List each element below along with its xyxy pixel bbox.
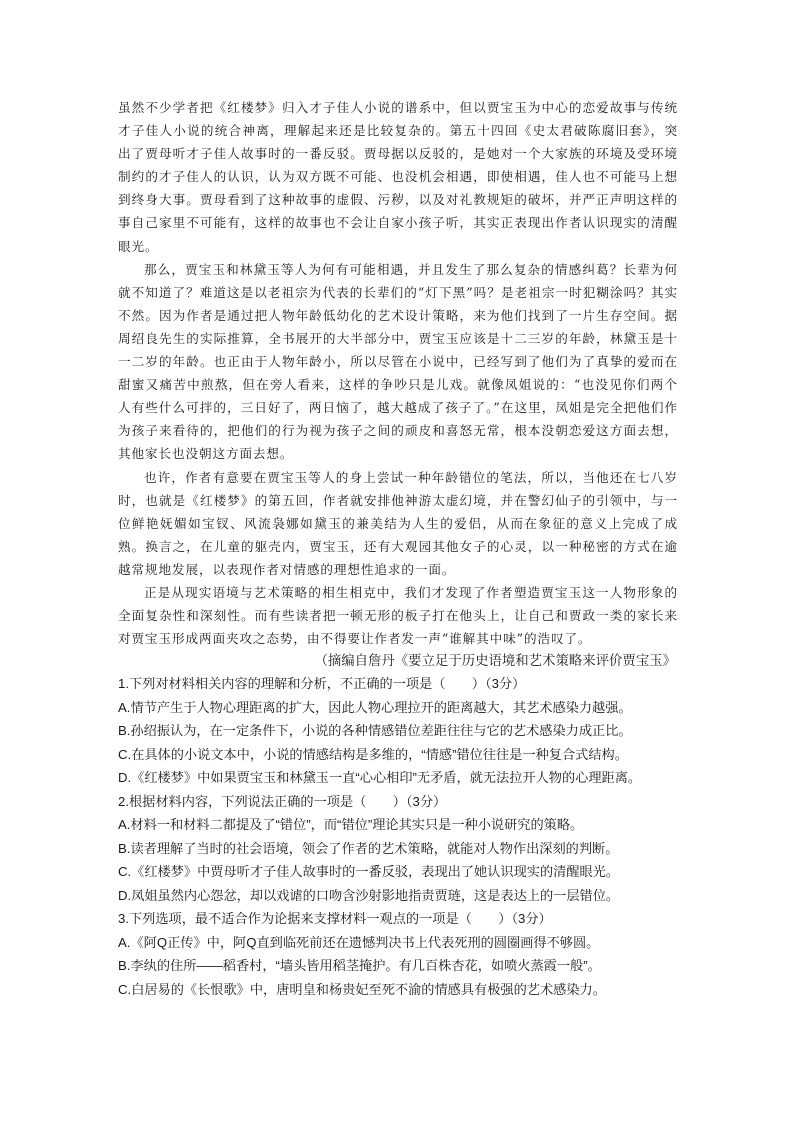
- option-c: C.《红楼梦》中贾母听才子佳人故事时的一番反驳，表现出了她认识现实的清醒眼光。: [118, 864, 620, 880]
- passage-paragraph-1: 虽然不少学者把《红楼梦》归入才子佳人小说的谱系中，但以贾宝玉为中心的恋爱故事与传统才子佳人小说的统合神离，理解起来还是比较复杂的。第五十四回《史太君破陈腐旧套》，突出了贾母听才子佳人故事时的一番反驳。贾母据以反驳的，是她对一个大家族的环境及受环境制约的才子佳人的认识，认为双方既不可能、也没机会相遇，即使相遇，佳人也不可能马上想到终身大事。贾母看到了这种故事的虚假、污秽，以及对礼教规矩的破坏，并严正声明这样的事自己家里不可能有，这样的故事也不会让自家小孩子听，其实正表现出作者认识现实的清醒眼光。: [118, 100, 678, 254]
- option-d: D.《红楼梦》中如果贾宝玉和林黛玉一直“心心相印”无矛盾，就无法拉开人物的心理距离。: [118, 770, 642, 786]
- option-b: B.李纨的住所——稻香村，“墙头皆用稻茎掩护。有几百株杏花，如喷火蒸霞一般”。: [118, 958, 601, 974]
- option-a: A.情节产生于人物心理距离的扩大，因此人物心理拉开的距离越大，其艺术感染力越强。: [118, 699, 632, 715]
- question-3: [118, 907, 678, 1001]
- passage-paragraph-4: 正是从现实语境与艺术策略的相生相克中，我们才发现了作者塑造贾宝玉这一人物形象的全面复杂性和深刻性。而有些读者把一顿无形的板子打在他头上，让自己和贾政一类的家长来对贾宝玉形成两面夹攻之态势，由不得要让作者发一声“谁解其中味”的浩叹了。: [118, 584, 678, 647]
- exam-page: [118, 96, 678, 1001]
- question-2: [118, 790, 678, 908]
- question-list: [118, 672, 678, 1001]
- passage-paragraph-3: 也许，作者有意要在贾宝玉等人的身上尝试一种年龄错位的笔法，所以，当他还在七八岁时，也就是《红楼梦》的第五回，作者就安排他神游太虚幻境，并在警幻仙子的引领中，与一位鲜艳妩媚如宝钗、风流袅娜如黛玉的兼美结为人生的爱侣，从而在象征的意义上完成了成熟。换言之，在儿童的躯壳内，贾宝玉，还有大观园其他女子的心灵，以一种秘密的方式在逾越常规地发展，以表现作者对情感的理想性追求的一面。: [118, 469, 678, 577]
- option-c: C.白居易的《长恨歌》中，唐明皇和杨贵妃至死不渝的情感具有极强的艺术感染力。: [118, 981, 606, 997]
- option-d: D.凤姐虽然内心怨忿，却以戏谑的口吻含沙射影地指责贾琏，这是表达上的一层错位。: [118, 887, 620, 903]
- option-b: B.读者理解了当时的社会语境，领会了作者的艺术策略，就能对人物作出深刻的判断。: [118, 840, 619, 856]
- option-a: A.材料一和材料二都提及了“错位”，而“错位”理论其实只是一种小说研究的策略。: [118, 817, 584, 833]
- question-1: [118, 672, 678, 790]
- passage-paragraph-2: 那么，贾宝玉和林黛玉等人为何有可能相遇，并且发生了那么复杂的情感纠葛？长辈为何就不知道了？难道这是以老祖宗为代表的长辈们的“灯下黑”吗？是老祖宗一时犯糊涂吗？其实不然。因为作者是通过把人物年龄低幼化的艺术设计策略，来为他们找到了一片生存空间。据周绍良先生的实际推算，全书展开的大半部分中，贾宝玉应该是十二三岁的年龄，林黛玉是十一二岁的年龄。也正由于人物年龄小，所以尽管在小说中，已经写到了他们为了真挚的爱而在甜蜜又痛苦中煎熬，但在旁人看来，这样的争吵只是儿戏。就像凤姐说的：“也没见你们两个人有些什么可拌的，三日好了，两日恼了，越大越成了孩子了。”在这里，凤姐是完全把他们作为孩子来看待的，把他们的行为视为孩子之间的顽皮和喜怒无常，根本没朝恋爱这方面去想，其他家长也没朝这方面去想。: [118, 261, 678, 462]
- question-stem: 1.下列对材料相关内容的理解和分析，不正确的一项是（ ）（3分）: [118, 676, 526, 692]
- passage-source-citation: （摘编自詹丹《要立足于历史语境和艺术策略来评价贾宝玉》: [314, 653, 676, 669]
- option-b: B.孙绍振认为，在一定条件下，小说的各种情感错位差距往往与它的艺术感染力成正比。: [118, 723, 632, 739]
- reading-passage: [118, 96, 678, 672]
- option-c: C.在具体的小说文本中，小说的情感结构是多维的，“情感”错位往往是一种复合式结构。: [118, 746, 628, 762]
- option-a: A.《阿Q正传》中，阿Q直到临死前还在遗憾判决书上代表死刑的圆圈画得不够圆。: [118, 934, 600, 950]
- question-stem: 2.根据材料内容，下列说法正确的一项是（ ）（3分）: [118, 793, 447, 809]
- question-stem: 3.下列选项，最不适合作为论据来支撑材料一观点的一项是（ ）（3分）: [118, 911, 552, 927]
